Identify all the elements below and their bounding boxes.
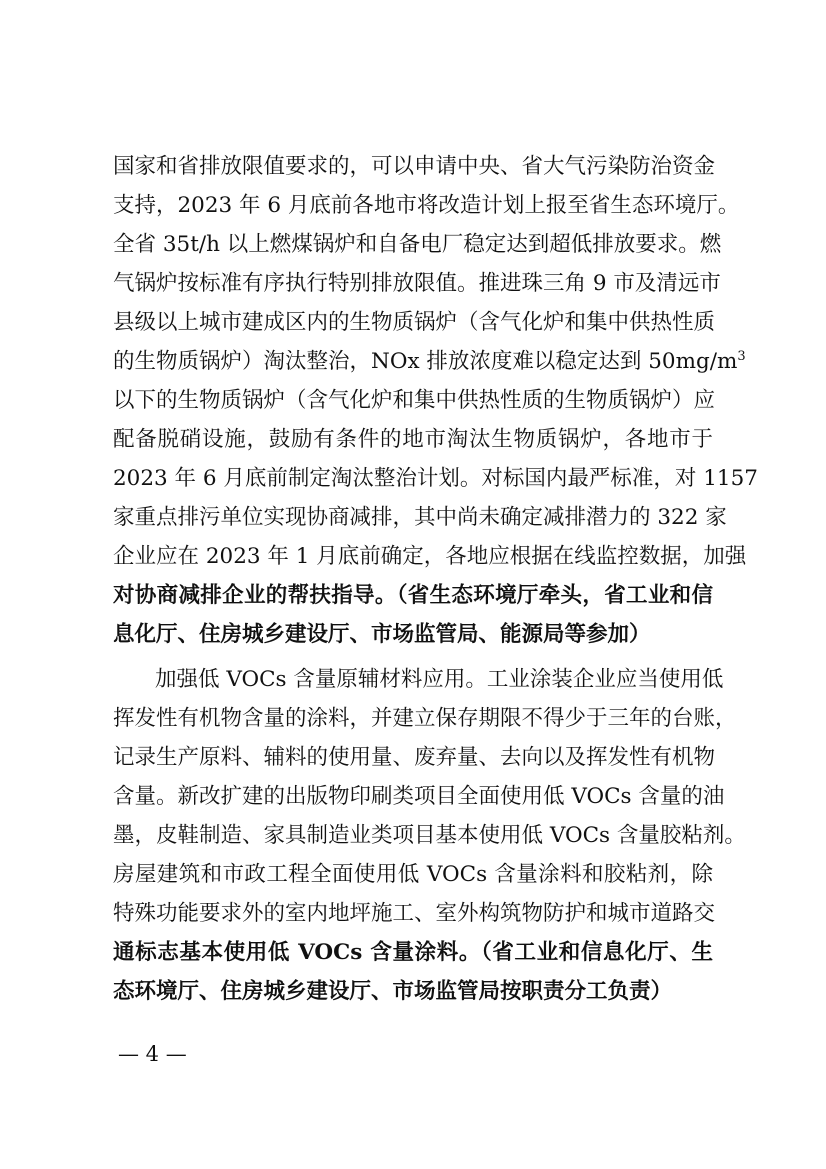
paragraph-2-line-6: 房屋建筑和市政工程全面使用低 VOCs 含量涂料和胶粘剂，除: [113, 862, 713, 887]
paragraph-1-line-6: [113, 346, 746, 378]
paragraph-1-line-10: 家重点排污单位实现协商减排，其中尚未确定减排潜力的 322 家: [113, 505, 727, 530]
paragraph-1-line-2: 支持，2023 年 6 月底前各地市将改造计划上报至省生态环境厅。: [113, 193, 740, 218]
paragraph-2-line-9: 态环境厅、住房城乡建设厅、市场监管局按职责分工负责）: [113, 979, 673, 1004]
paragraph-1-line-6-text: 的生物质锅炉）淘汰整治，NOx 排放浓度难以稳定达到 50mg/m: [113, 349, 738, 374]
paragraph-2-line-5: 墨，皮鞋制造、家具制造业类项目基本使用低 VOCs 含量胶粘剂。: [113, 823, 746, 848]
paragraph-1-line-9: 2023 年 6 月底前制定淘汰整治计划。对标国内最严标准，对 1157: [113, 466, 758, 491]
paragraph-1-line-5: 县级以上城市建成区内的生物质锅炉（含气化炉和集中供热性质: [113, 310, 716, 335]
paragraph-1-line-13: 息化厅、住房城乡建设厅、市场监管局、能源局等参加）: [113, 622, 651, 647]
page-number: — 4 —: [118, 1042, 187, 1066]
cubic-meter-superscript: 3: [737, 348, 746, 364]
paragraph-1-line-12: 对协商减排企业的帮扶指导。（省生态环境厅牵头，省工业和信: [113, 583, 713, 608]
paragraph-2-line-7: 特殊功能要求外的室内地坪施工、室外构筑物防护和城市道路交: [113, 901, 716, 926]
paragraph-1-line-11: 企业应在 2023 年 1 月底前确定，各地应根据在线监控数据，加强: [113, 544, 747, 569]
paragraph-2-line-3: 记录生产原料、辅料的使用量、废弃量、去向以及挥发性有机物: [113, 745, 716, 770]
paragraph-2-line-2: 挥发性有机物含量的涂料，并建立保存期限不得少于三年的台账，: [113, 706, 737, 731]
paragraph-1-line-4: 气锅炉按标准有序执行特别排放限值。推进珠三角 9 市及清远市: [113, 271, 721, 296]
paragraph-1-line-1: 国家和省排放限值要求的，可以申请中央、省大气污染防治资金: [113, 154, 716, 179]
paragraph-1-line-8: 配备脱硝设施，鼓励有条件的地市淘汰生物质锅炉，各地市于: [113, 427, 713, 452]
paragraph-2-line-8: 通标志基本使用低 VOCs 含量涂料。（省工业和信息化厅、生: [113, 940, 713, 965]
paragraph-2-line-1: 加强低 VOCs 含量原辅材料应用。工业涂装企业应当使用低: [155, 667, 724, 692]
paragraph-1-line-3: 全省 35t/h 以上燃煤锅炉和自备电厂稳定达到超低排放要求。燃: [113, 232, 722, 257]
paragraph-2-line-4: 含量。新改扩建的出版物印刷类项目全面使用低 VOCs 含量的油: [113, 784, 725, 809]
paragraph-1-line-7: 以下的生物质锅炉（含气化炉和集中供热性质的生物质锅炉）应: [113, 388, 716, 413]
